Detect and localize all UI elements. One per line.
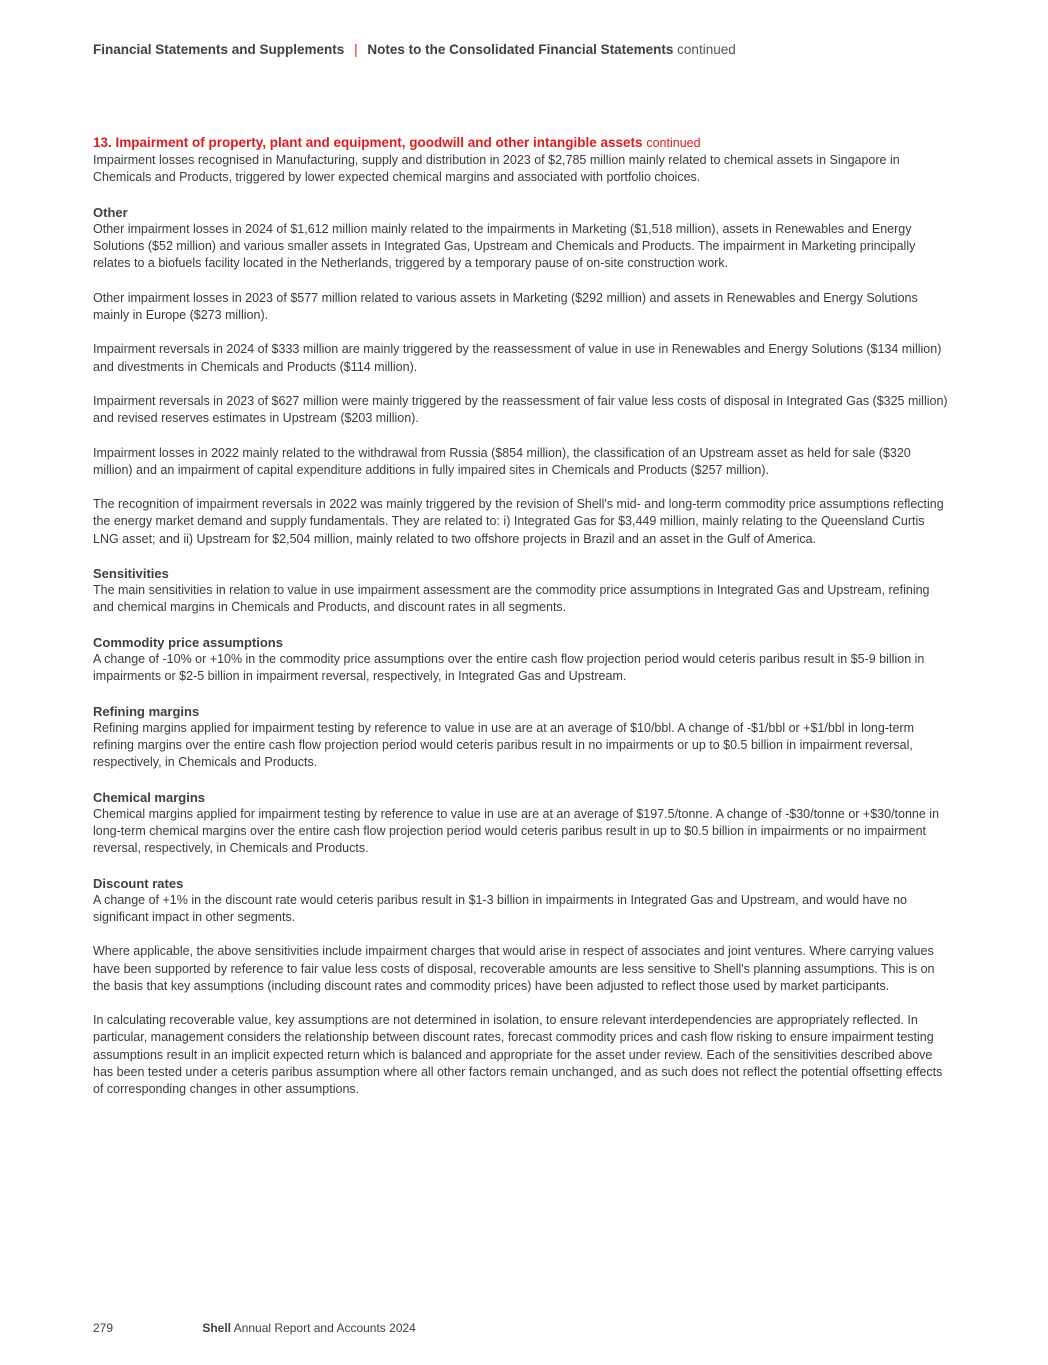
note-title-continued: continued <box>646 136 701 150</box>
footer-report-title: Annual Report and Accounts 2024 <box>233 1321 416 1335</box>
other-paragraph-4: Impairment reversals in 2023 of $627 million were mainly triggered by the reassessment of fair value less costs of disposal in Integrated Gas ($325 million) and revised reserves estimates in Upstream ($203 million). <box>93 393 948 426</box>
commodity-heading: Commodity price assumptions <box>93 634 283 650</box>
page-header <box>93 42 736 57</box>
header-section: Financial Statements and Supplements <box>93 42 345 57</box>
discount-paragraph: A change of +1% in the discount rate would ceteris paribus result in $1-3 billion in impairments in Integrated Gas and Upstream, and would have no significant impact in other segments. <box>93 892 908 924</box>
other-paragraph-6: The recognition of impairment reversals in 2022 was mainly triggered by the revision of Shell's mid- and long-term commodity price assumptions reflecting the energy market demand and supply fundamentals. They are related to: i) Integrated Gas for $3,449 million, mainly relating to the Queensland Curtis LNG asset; and ii) Upstream for $2,504 million, mainly related to two offshore projects in Brazil and an asset in the Gulf of America. <box>93 497 944 546</box>
other-paragraph-1: Other impairment losses in 2024 of $1,612 million mainly related to the impairments in Marketing ($1,518 million), assets in Renewables and Energy Solutions ($52 million) and various smaller assets in Integrated Gas, Upstream and Chemicals and Products. The impairment in Marketing principally relates to a biofuels facility located in the Netherlands, triggered by a temporary pause of on-site construction work. <box>93 222 916 271</box>
note-intro-paragraph: Impairment losses recognised in Manufacturing, supply and distribution in 2023 of $2,785 million mainly related to chemical assets in Singapore in Chemicals and Products, triggered by lower expected chemical margins and associated with portfolio choices. <box>93 153 900 185</box>
header-continued: continued <box>677 42 736 57</box>
refining-heading: Refining margins <box>93 703 200 719</box>
other-paragraph-3: Impairment reversals in 2024 of $333 million are mainly triggered by the reassessment of value in use in Renewables and Energy Solutions ($134 million) and divestments in Chemicals and Products ($114 million). <box>93 342 942 374</box>
note-title <box>93 134 953 152</box>
page-footer <box>93 1321 416 1335</box>
chemical-paragraph: Chemical margins applied for impairment testing by reference to value in use are at an average of $197.5/tonne. A change of -$30/tonne or +$30/tonne in long-term chemical margins over the entire cash flow projection period would ceteris paribus result in up to $0.5 billion in impairments or no impairment reversal, respectively, in Chemicals and Products. <box>93 806 940 856</box>
closing-paragraph-2: In calculating recoverable value, key assumptions are not determined in isolation, to ensure relevant interdependencies are appropriately reflected. In particular, management considers the relationship between discount rates, forecast commodity prices and cash flow risking to ensure impairment testing assumptions result in an implicit expected return which is balanced and appropriate for the asset under review. Each of the sensitivities described above has been tested under a ceteris paribus assumption where all other factors remain unchanged, and as such does not reflect the potential offsetting effects of corresponding changes in other assumptions. <box>93 1013 943 1096</box>
page-number: 279 <box>93 1321 114 1335</box>
header-subsection: Notes to the Consolidated Financial Statements <box>367 42 674 57</box>
commodity-paragraph: A change of -10% or +10% in the commodity price assumptions over the entire cash flow projection period would ceteris paribus result in $5-9 billion in impairments or $2-5 billion in impairment reversal, respectively, in Integrated Gas and Upstream. <box>93 651 925 684</box>
sensitivities-paragraph: The main sensitivities in relation to value in use impairment assessment are the commodity price assumptions in Integrated Gas and Upstream, refining and chemical margins in Chemicals and Products, and discount rates in all segments. <box>93 583 930 615</box>
discount-heading: Discount rates <box>93 875 184 891</box>
sensitivities-heading: Sensitivities <box>93 565 169 581</box>
chemical-heading: Chemical margins <box>93 789 205 805</box>
other-heading: Other <box>93 204 128 220</box>
other-paragraph-2: Other impairment losses in 2023 of $577 million related to various assets in Marketing ($292 million) and assets in Renewables and Energy Solutions mainly in Europe ($273 million). <box>93 290 918 322</box>
main-content <box>93 134 953 1098</box>
closing-paragraph-1: Where applicable, the above sensitivities include impairment charges that would arise in respect of associates and joint ventures. Where carrying values have been supported by reference to fair value less costs of disposal, recoverable amounts are less sensitive to Shell's planning assumptions. This is on the basis that key assumptions (including discount rates and commodity prices) have been adjusted to reflect those used by market participants. <box>93 944 935 993</box>
other-paragraph-5: Impairment losses in 2022 mainly related to the withdrawal from Russia ($854 million), the classification of an Upstream asset as held for sale ($320 million) and an impairment of capital expenditure additions in fully impaired sites in Chemicals and Products ($257 million). <box>93 445 911 477</box>
refining-paragraph: Refining margins applied for impairment testing by reference to value in use are at an average of $10/bbl. A change of -$1/bbl or +$1/bbl in long-term refining margins over the entire cash flow projection period would ceteris paribus result in no impairments or up to $0.5 billion in impairment reversal, respectively, in Chemicals and Products. <box>93 720 914 770</box>
footer-brand: Shell <box>202 1321 232 1335</box>
note-title-text: 13. Impairment of property, plant and equipment, goodwill and other intangible assets <box>93 135 643 150</box>
header-separator: | <box>354 42 358 57</box>
